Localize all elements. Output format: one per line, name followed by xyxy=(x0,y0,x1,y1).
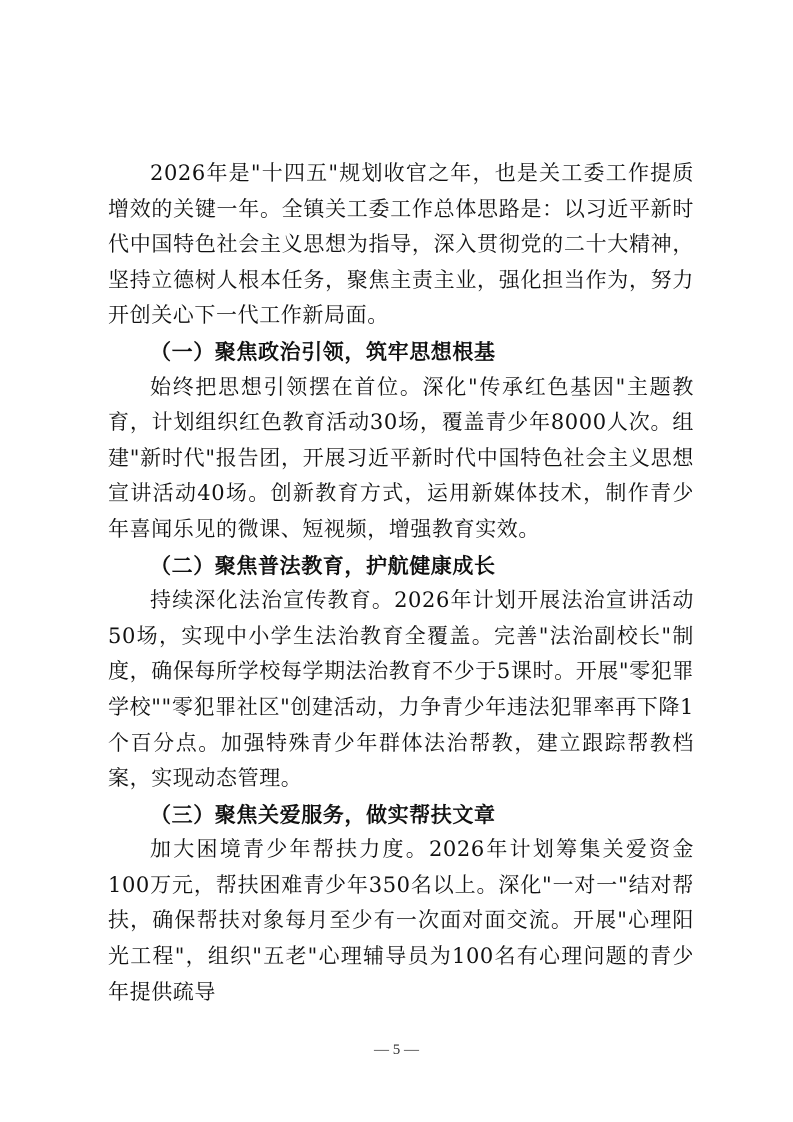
document-body xyxy=(108,156,694,1010)
section-1-paragraph: 始终把思想引领摆在首位。深化"传承红色基因"主题教育，计划组织红色教育活动30场，覆盖青少年8000人次。组建"新时代"报告团，开展习近平新时代中国特色社会主义思想宣讲活动40场。创新教育方式，运用新媒体技术，制作青少年喜闻乐见的微课、短视频，增强教育实效。 xyxy=(108,374,694,541)
section-heading-1: （一）聚焦政治引领，筑牢思想根基 xyxy=(150,338,496,364)
page-number: — 5 — xyxy=(374,1042,419,1058)
section-heading-2: （二）聚焦普法教育，护航健康成长 xyxy=(150,552,496,578)
section-3-paragraph: 加大困境青少年帮扶力度。2026年计划筹集关爱资金100万元，帮扶困难青少年350名以上。深化"一对一"结对帮扶，确保帮扶对象每月至少有一次面对面交流。开展"心理阳光工程"，组织"五老"心理辅导员为100名有心理问题的青少年提供疏导 xyxy=(108,837,694,1004)
intro-paragraph: 2026年是"十四五"规划收官之年，也是关工委工作提质增效的关键一年。全镇关工委工作总体思路是：以习近平新时代中国特色社会主义思想为指导，深入贯彻党的二十大精神，坚持立德树人根本任务，聚焦主责主业，强化担当作为，努力开创关心下一代工作新局面。 xyxy=(108,161,694,328)
section-2-paragraph: 持续深化法治宣传教育。2026年计划开展法治宣讲活动50场，实现中小学生法治教育全覆盖。完善"法治副校长"制度，确保每所学校每学期法治教育不少于5课时。开展"零犯罪学校""零犯罪社区"创建活动，力争青少年违法犯罪率再下降1个百分点。加强特殊青少年群体法治帮教，建立跟踪帮教档案，实现动态管理。 xyxy=(108,588,694,791)
section-heading-3: （三）聚焦关爱服务，做实帮扶文章 xyxy=(150,801,496,827)
